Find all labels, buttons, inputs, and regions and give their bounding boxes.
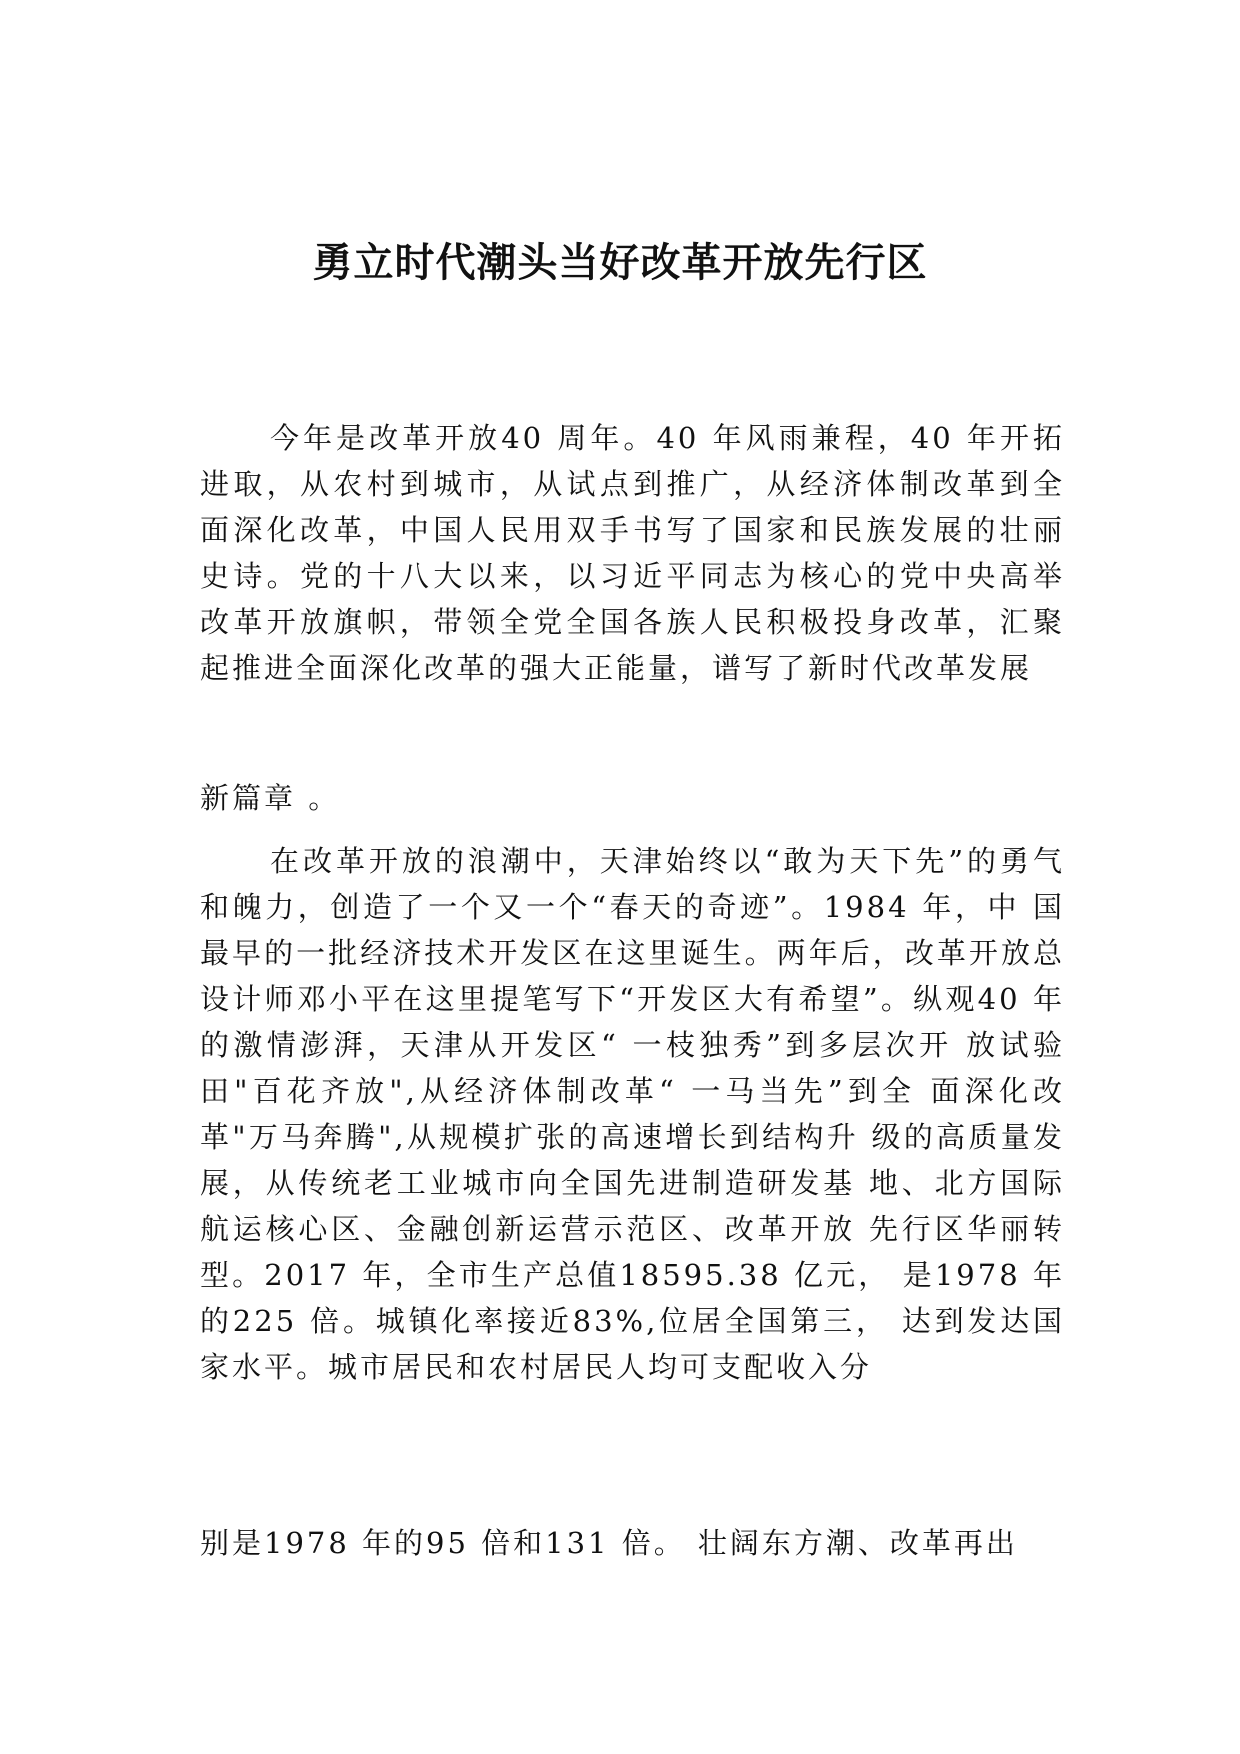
paragraph-reform-40-years: 今年是改革开放40 周年。40 年风雨兼程，40 年开拓 进取，从农村到城市，从试点到推广，从经济体制改革到全 面深化改革，中国人民用双手书写了国家和民族发展的壮丽 史诗。党的十八大以来，以习近平同志为核心的党中央高举 改革开放旗帜，带领全党全国各族人民积极投身改革，汇聚 起推进全面深化改革的强大正能量，谱写了新时代改革发展 <box>200 421 1065 685</box>
paragraph-tianjin-reform: 在改革开放的浪潮中，天津始终以“敢为天下先”的勇气和魄力，创造了一个又一个“春天的奇迹”。1984 年，中 国最早的一批经济技术开发区在这里诞生。两年后，改革开放总设计师邓小平在这里提笔写下“开发区大有希望”。纵观40 年的激情澎湃，天津从开发区“ 一枝独秀”到多层次开 放试验田"百花齐放",从经济体制改革“ 一马当先”到全 面深化改革"万马奔腾",从规模扩张的高速增长到结构升 级的高质量发展，从传统老工业城市向全国先进制造研发基 地、北方国际航运核心区、金融创新运营示范区、改革开放 先行区华丽转型。2017 年，全市生产总值18595.38 亿元， 是1978 年的225 倍。城镇化率接近83%,位居全国第三， 达到发达国家水平。城市居民和农村居民人均可支配收入分 <box>200 844 1065 1384</box>
paragraph-continuation-new-chapter: 新篇章 。 <box>200 781 341 815</box>
paragraph-continuation-income: 别是1978 年的95 倍和131 倍。 壮阔东方潮、改革再出 <box>200 1526 1018 1560</box>
document-title: 勇立时代潮头当好改革开放先行区 <box>312 240 928 286</box>
